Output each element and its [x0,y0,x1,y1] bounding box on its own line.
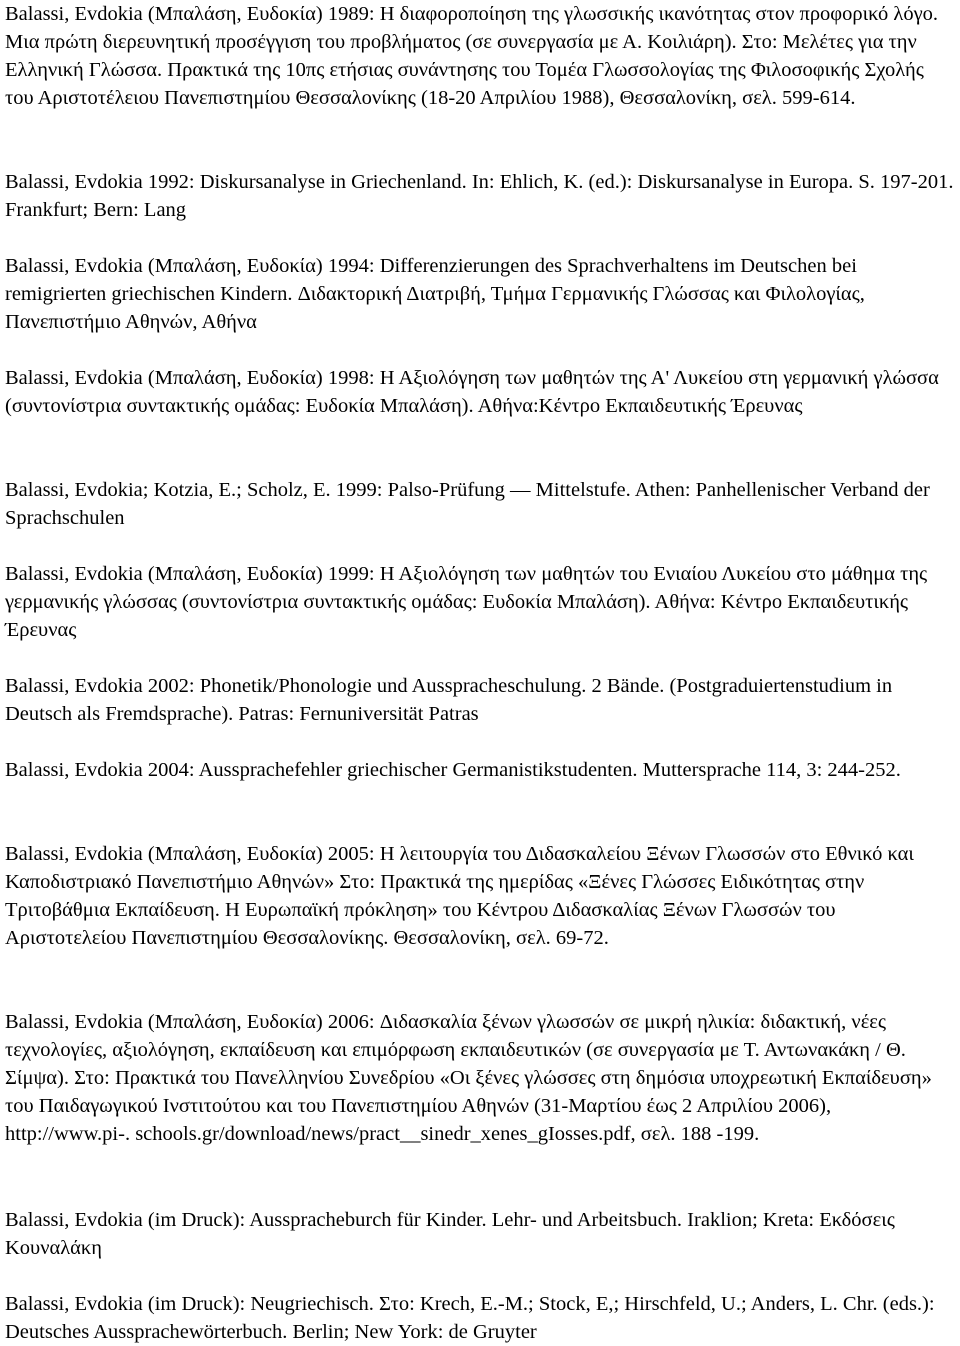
reference-entry-1999-balassi: Balassi, Evdokia (Μπαλάση, Ευδοκία) 1999: Η Αξιολόγηση των μαθητών του Ενιαίου Λυκείου στο μάθημα της γερμανικής γλώσσας (συντονίστρια συντακτικής ομάδας: Ευδοκία Μπαλάση). Αθήνα: Κέντρο Εκπαιδευτικής Έρευνας [5,563,928,641]
reference-entry-im-druck-neugriechisch: Balassi, Evdokia (im Druck): Neugriechisch. Στο: Krech, E.-M.; Stock, E,; Hirschfeld, U.; Anders, L. Chr. (eds.): Deutsches Aussprachewörterbuch. Berlin; New York: de Gruyter [5,1293,935,1343]
reference-entry-1992-balassi: Balassi, Evdokia 1992: Diskursanalyse in Griechenland. In: Ehlich, K. (ed.): Diskursanalyse in Europa. S. 197-201. Frankfurt; Bern: Lang [5,171,954,221]
reference-entry-1998-balassi: Balassi, Evdokia (Μπαλάση, Ευδοκία) 1998: Η Αξιολόγηση των μαθητών της Α' Λυκείου στη γερμανική γλώσσα (συντονίστρια συντακτικής ομάδας: Ευδοκία Μπαλάση). Αθήνα:Κέντρο Εκπαιδευτικής Έρευνας [5,367,939,417]
reference-entry-2006-balassi: Balassi, Evdokia (Μπαλάση, Ευδοκία) 2006: Διδασκαλία ξένων γλωσσών σε μικρή ηλικία: διδακτική, νέες τεχνολογίες, αξιολόγηση, εκπαίδευση και επιμόρφωση εκπαιδευτικών (σε συνεργασία με Τ. Αντωνακάκη / Θ. Σίμψα). Στο: Πρακτικά του Πανελληνίου Συνεδρίου «Οι ξένες γλώσσες στη δημόσια υποχρεωτική Εκπαίδευση» του Παιδαγωγικού Ινστιτούτου και του Πανεπιστημίου Αθηνών (31-Μαρτίου έως 2 Απριλίου 2006), http://www.pi-. schools.gr/download/news/pract__sinedr_xenes_gIosses.pdf, σελ. 188 -199. [5,1011,932,1145]
reference-entry-1999-palso: Balassi, Evdokia; Kotzia, E.; Scholz, E. 1999: Palso-Prüfung — Mittelstufe. Athen: Panhellenischer Verband der Sprachschulen [5,479,930,529]
reference-entry-2004-balassi: Balassi, Evdokia 2004: Aussprachefehler griechischer Germanistikstudenten. Muttersprache 114, 3: 244-252. [5,759,901,781]
reference-entry-im-druck-ausspracheburch: Balassi, Evdokia (im Druck): Ausspracheburch für Kinder. Lehr- und Arbeitsbuch. Iraklion; Kreta: Εκδόσεις Κουναλάκη [5,1209,895,1259]
reference-entry-1989-balassi: Balassi, Evdokia (Μπαλάση, Ευδοκία) 1989: Η διαφοροποίηση της γλωσσικής ικανότητας στον προφορικό λόγο. Μια πρώτη διερευνητική προσέγγιση του προβλήματος (σε συνεργασία με Α. Κοιλιάρη). Στο: Μελέτες για την Ελληνική Γλώσσα. Πρακτικά της 10πς ετήσιας συνάντησης του Τομέα Γλωσσολογίας της Φιλοσοφικής Σχολής του Αριστοτέλειου Πανεπιστημίου Θεσσαλονίκης (18-20 Απριλίου 1988), Θεσσαλονίκη, σελ. 599-614. [5,3,939,109]
reference-entry-1994-balassi: Balassi, Evdokia (Μπαλάση, Ευδοκία) 1994: Differenzierungen des Sprachverhaltens im Deutschen bei remigrierten griechischen Kindern. Διδακτορική Διατριβή, Τμήμα Γερμανικής Γλώσσας και Φιλολογίας, Πανεπιστήμιο Αθηνών, Αθήνα [5,255,865,333]
reference-entry-2005-balassi: Balassi, Evdokia (Μπαλάση, Ευδοκία) 2005: Η λειτουργία του Διδασκαλείου Ξένων Γλωσσών στο Εθνικό και Καποδιστριακό Πανεπιστήμιο Αθηνών» Στο: Πρακτικά της ημερίδας «Ξένες Γλώσσες Ειδικότητας στην Τριτοβάθμια Εκπαίδευση. Η Ευρωπαϊκή πρόκληση» του Κέντρου Διδασκαλίας Ξένων Γλωσσών του Αριστοτελείου Πανεπιστημίου Θεσσαλονίκης. Θεσσαλονίκη, σελ. 69-72. [5,843,914,949]
reference-entry-2002-balassi: Balassi, Evdokia 2002: Phonetik/Phonologie und Ausspracheschulung. 2 Bände. (Postgraduiertenstudium in Deutsch als Fremdsprache). Patras: Fernuniversität Patras [5,675,893,725]
